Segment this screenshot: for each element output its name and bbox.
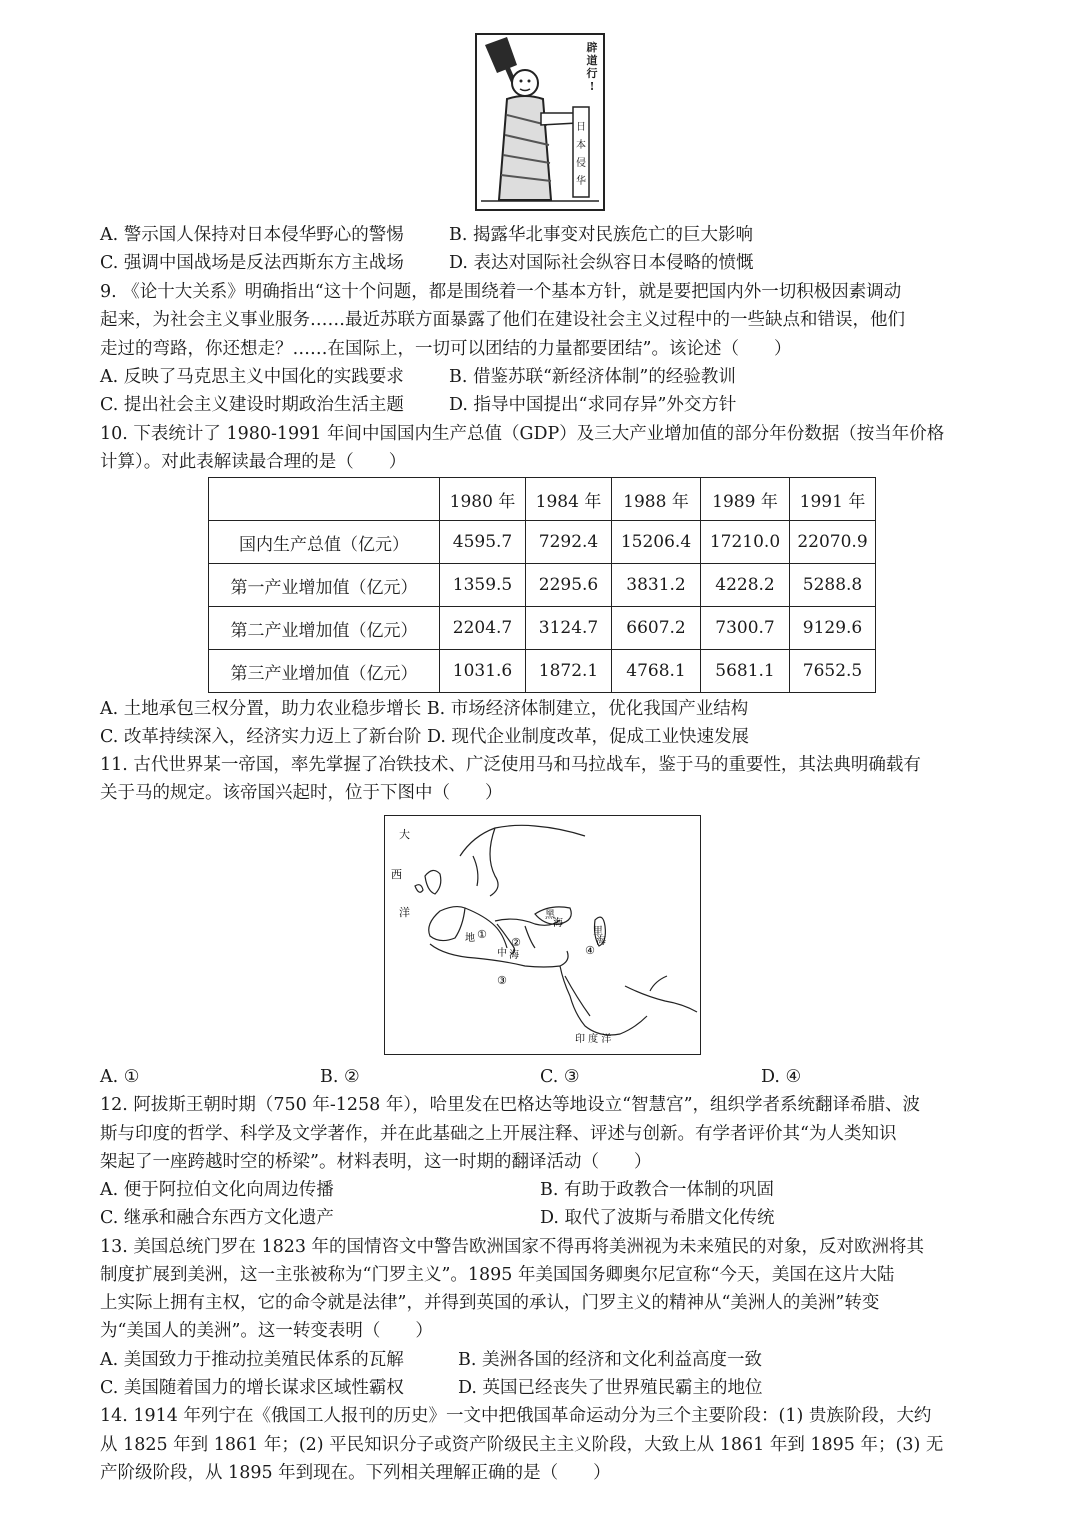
q12-stem-line: 12. 阿拔斯王朝时期（750 年-1258 年），哈里发在巴格达等地设立“智慧宫”，组织学者系统翻译希腊、波 — [100, 1095, 921, 1115]
q13-option-b[interactable]: B. 美洲各国的经济和文化利益高度一致 — [458, 1350, 762, 1370]
cartoon-banner-text — [573, 119, 589, 191]
table-header-cell — [209, 478, 440, 521]
atlantic-label-char: 洋 — [399, 906, 410, 919]
table-cell: 7652.5 — [790, 650, 876, 693]
map-marker-1: ① — [477, 928, 487, 941]
table-cell: 5288.8 — [790, 564, 876, 607]
table-cell: 第三产业增加值（亿元） — [209, 650, 440, 693]
q12-option-d[interactable]: D. 取代了波斯与希腊文化传统 — [540, 1208, 775, 1228]
table-header-cell: 1988 年 — [612, 478, 701, 521]
table-cell: 3124.7 — [526, 607, 612, 650]
q11-option-d[interactable]: D. ④ — [761, 1067, 802, 1087]
q12-option-a[interactable]: A. 便于阿拉伯文化向周边传播 — [100, 1180, 334, 1200]
q11-option-b[interactable]: B. ② — [320, 1067, 360, 1087]
q11-stem-line: 关于马的规定。该帝国兴起时，位于下图中（ ） — [100, 783, 503, 803]
cartoon-caption — [584, 41, 600, 93]
caption-char: ! — [589, 80, 595, 93]
indian-ocean-label: 印 度 洋 — [575, 1034, 612, 1045]
q12-stem-line: 架起了一座跨越时空的桥梁”。材料表明，这一时期的翻译活动（ ） — [100, 1152, 652, 1172]
caption-char: 辟 — [586, 41, 598, 54]
table-cell: 第二产业增加值（亿元） — [209, 607, 440, 650]
q13-stem-line: 上实际上拥有主权，它的命令就是法律”，并得到英国的承认，门罗主义的精神从“美洲人的美洲”转变 — [100, 1293, 880, 1313]
caption-char: 行 — [586, 67, 598, 80]
table-cell: 4228.2 — [701, 564, 790, 607]
table-header-cell: 1980 年 — [440, 478, 526, 521]
banner-char: 日 — [576, 122, 586, 133]
table-cell: 22070.9 — [790, 521, 876, 564]
q10-stem-line: 计算）。对此表解读最合理的是（ ） — [100, 452, 407, 472]
table-cell: 4768.1 — [612, 650, 701, 693]
atlantic-label-char: 大 — [399, 828, 410, 841]
mediterranean-label-char: 海 — [509, 950, 519, 961]
banner-char: 本 — [576, 140, 586, 151]
black-sea-label-char: 海 — [553, 918, 563, 929]
q10-options-line[interactable]: A. 土地承包三权分置，助力农业稳步增长 B. 市场经济体制建立，优化我国产业结构 — [100, 699, 749, 719]
q11-option-a[interactable]: A. ① — [100, 1067, 140, 1087]
table-cell: 1359.5 — [440, 564, 526, 607]
political-cartoon — [475, 33, 605, 211]
table-cell: 7300.7 — [701, 607, 790, 650]
table-row — [209, 521, 876, 564]
q13-option-d[interactable]: D. 英国已经丧失了世界殖民霸主的地位 — [458, 1378, 763, 1398]
q8-option-c[interactable]: C. 强调中国战场是反法西斯东方主战场 — [100, 253, 404, 273]
table-cell: 第一产业增加值（亿元） — [209, 564, 440, 607]
table-cell: 17210.0 — [701, 521, 790, 564]
q11-option-c[interactable]: C. ③ — [540, 1067, 580, 1087]
q10-stem-line: 10. 下表统计了 1980-1991 年间中国国内生产总值（GDP）及三大产业增加值的部分年份数据（按当年价格 — [100, 424, 945, 444]
q9-option-a[interactable]: A. 反映了马克思主义中国化的实践要求 — [100, 367, 404, 387]
q8-option-a[interactable]: A. 警示国人保持对日本侵华野心的警惕 — [100, 225, 404, 245]
table-cell: 1872.1 — [526, 650, 612, 693]
table-header-cell: 1989 年 — [701, 478, 790, 521]
table-cell: 6607.2 — [612, 607, 701, 650]
table-cell: 9129.6 — [790, 607, 876, 650]
q12-option-b[interactable]: B. 有助于政教合一体制的巩固 — [540, 1180, 774, 1200]
mediterranean-label-char: 地 — [465, 933, 475, 944]
table-row — [209, 564, 876, 607]
table-row — [209, 650, 876, 693]
mediterranean-label-char: 中 — [497, 948, 507, 959]
q13-stem-line: 为“美国人的美洲”。这一转变表明（ ） — [100, 1321, 433, 1341]
q13-option-c[interactable]: C. 美国随着国力的增长谋求区域性霸权 — [100, 1378, 404, 1398]
q14-stem-line: 产阶级阶段，从 1895 年到现在。下列相关理解正确的是（ ） — [100, 1463, 611, 1483]
table-row — [209, 607, 876, 650]
black-sea-label-char: 黑 — [545, 910, 555, 921]
table-cell: 3831.2 — [612, 564, 701, 607]
q11-stem-line: 11. 古代世界某一帝国，率先掌握了冶铁技术、广泛使用马和马拉战车，鉴于马的重要性，其法典明确载有 — [100, 755, 921, 775]
table-header-row — [209, 478, 876, 521]
q9-stem-line: 起来，为社会主义事业服务……最近苏联方面暴露了他们在建设社会主义过程中的一些缺点和错误，他们 — [100, 310, 905, 330]
table-cell: 1031.6 — [440, 650, 526, 693]
q8-option-b[interactable]: B. 揭露华北事变对民族危亡的巨大影响 — [449, 225, 753, 245]
q12-option-c[interactable]: C. 继承和融合东西方文化遗产 — [100, 1208, 334, 1228]
banner-char: 侵 — [576, 158, 586, 169]
q14-stem-line: 从 1825 年到 1861 年；(2) 平民知识分子或资产阶级民主主义阶段，大致上从 1861 年到 1895 年；(3) 无 — [100, 1435, 944, 1455]
q10-options-line[interactable]: C. 改革持续深入，经济实力迈上了新台阶 D. 现代企业制度改革，促成工业快速发展 — [100, 727, 749, 747]
q9-option-b[interactable]: B. 借鉴苏联“新经济体制”的经验教训 — [449, 367, 736, 387]
table-cell: 15206.4 — [612, 521, 701, 564]
map-marker-3: ③ — [497, 974, 507, 987]
table-cell: 2204.7 — [440, 607, 526, 650]
map-drawing — [385, 816, 700, 1054]
atlantic-label-char: 西 — [391, 868, 402, 881]
banner-char: 华 — [576, 176, 586, 187]
q9-option-c[interactable]: C. 提出社会主义建设时期政治生活主题 — [100, 395, 404, 415]
table-cell: 5681.1 — [701, 650, 790, 693]
gdp-table — [208, 477, 876, 693]
table-cell: 4595.7 — [440, 521, 526, 564]
q8-option-d[interactable]: D. 表达对国际社会纵容日本侵略的愤慨 — [449, 253, 754, 273]
q9-stem-line: 走过的弯路，你还想走？……在国际上，一切可以团结的力量都要团结”。该论述（ ） — [100, 339, 792, 359]
map-marker-2: ② — [511, 936, 521, 949]
q13-stem-line: 13. 美国总统门罗在 1823 年的国情咨文中警告欧洲国家不得再将美洲视为未来殖民的对象，反对欧洲将其 — [100, 1237, 925, 1257]
q14-stem-line: 14. 1914 年列宁在《俄国工人报刊的历史》一文中把俄国革命运动分为三个主要阶段：(1) 贵族阶段，大约 — [100, 1406, 932, 1426]
q9-option-d[interactable]: D. 指导中国提出“求同存异”外交方针 — [449, 395, 737, 415]
q13-stem-line: 制度扩展到美洲，这一主张被称为“门罗主义”。1895 年美国国务卿奥尔尼宣称“今天，美国在这片大陆 — [100, 1265, 895, 1285]
caspian-label-char: 海 — [596, 936, 606, 947]
table-cell: 2295.6 — [526, 564, 612, 607]
q13-option-a[interactable]: A. 美国致力于推动拉美殖民体系的瓦解 — [100, 1350, 404, 1370]
map-marker-4: ④ — [585, 944, 595, 957]
table-cell: 国内生产总值（亿元） — [209, 521, 440, 564]
table-header-cell: 1991 年 — [790, 478, 876, 521]
table-cell: 7292.4 — [526, 521, 612, 564]
caspian-label-char: 里 — [593, 926, 603, 937]
caption-char: 道 — [586, 54, 598, 67]
q12-stem-line: 斯与印度的哲学、科学及文学著作，并在此基础之上开展注释、评述与创新。有学者评价其“为人类知识 — [100, 1124, 897, 1144]
table-header-cell: 1984 年 — [526, 478, 612, 521]
historical-map — [384, 815, 701, 1055]
q9-stem-line: 9. 《论十大关系》明确指出“这十个问题，都是围绕着一个基本方针，就是要把国内外一切积极因素调动 — [100, 282, 902, 302]
